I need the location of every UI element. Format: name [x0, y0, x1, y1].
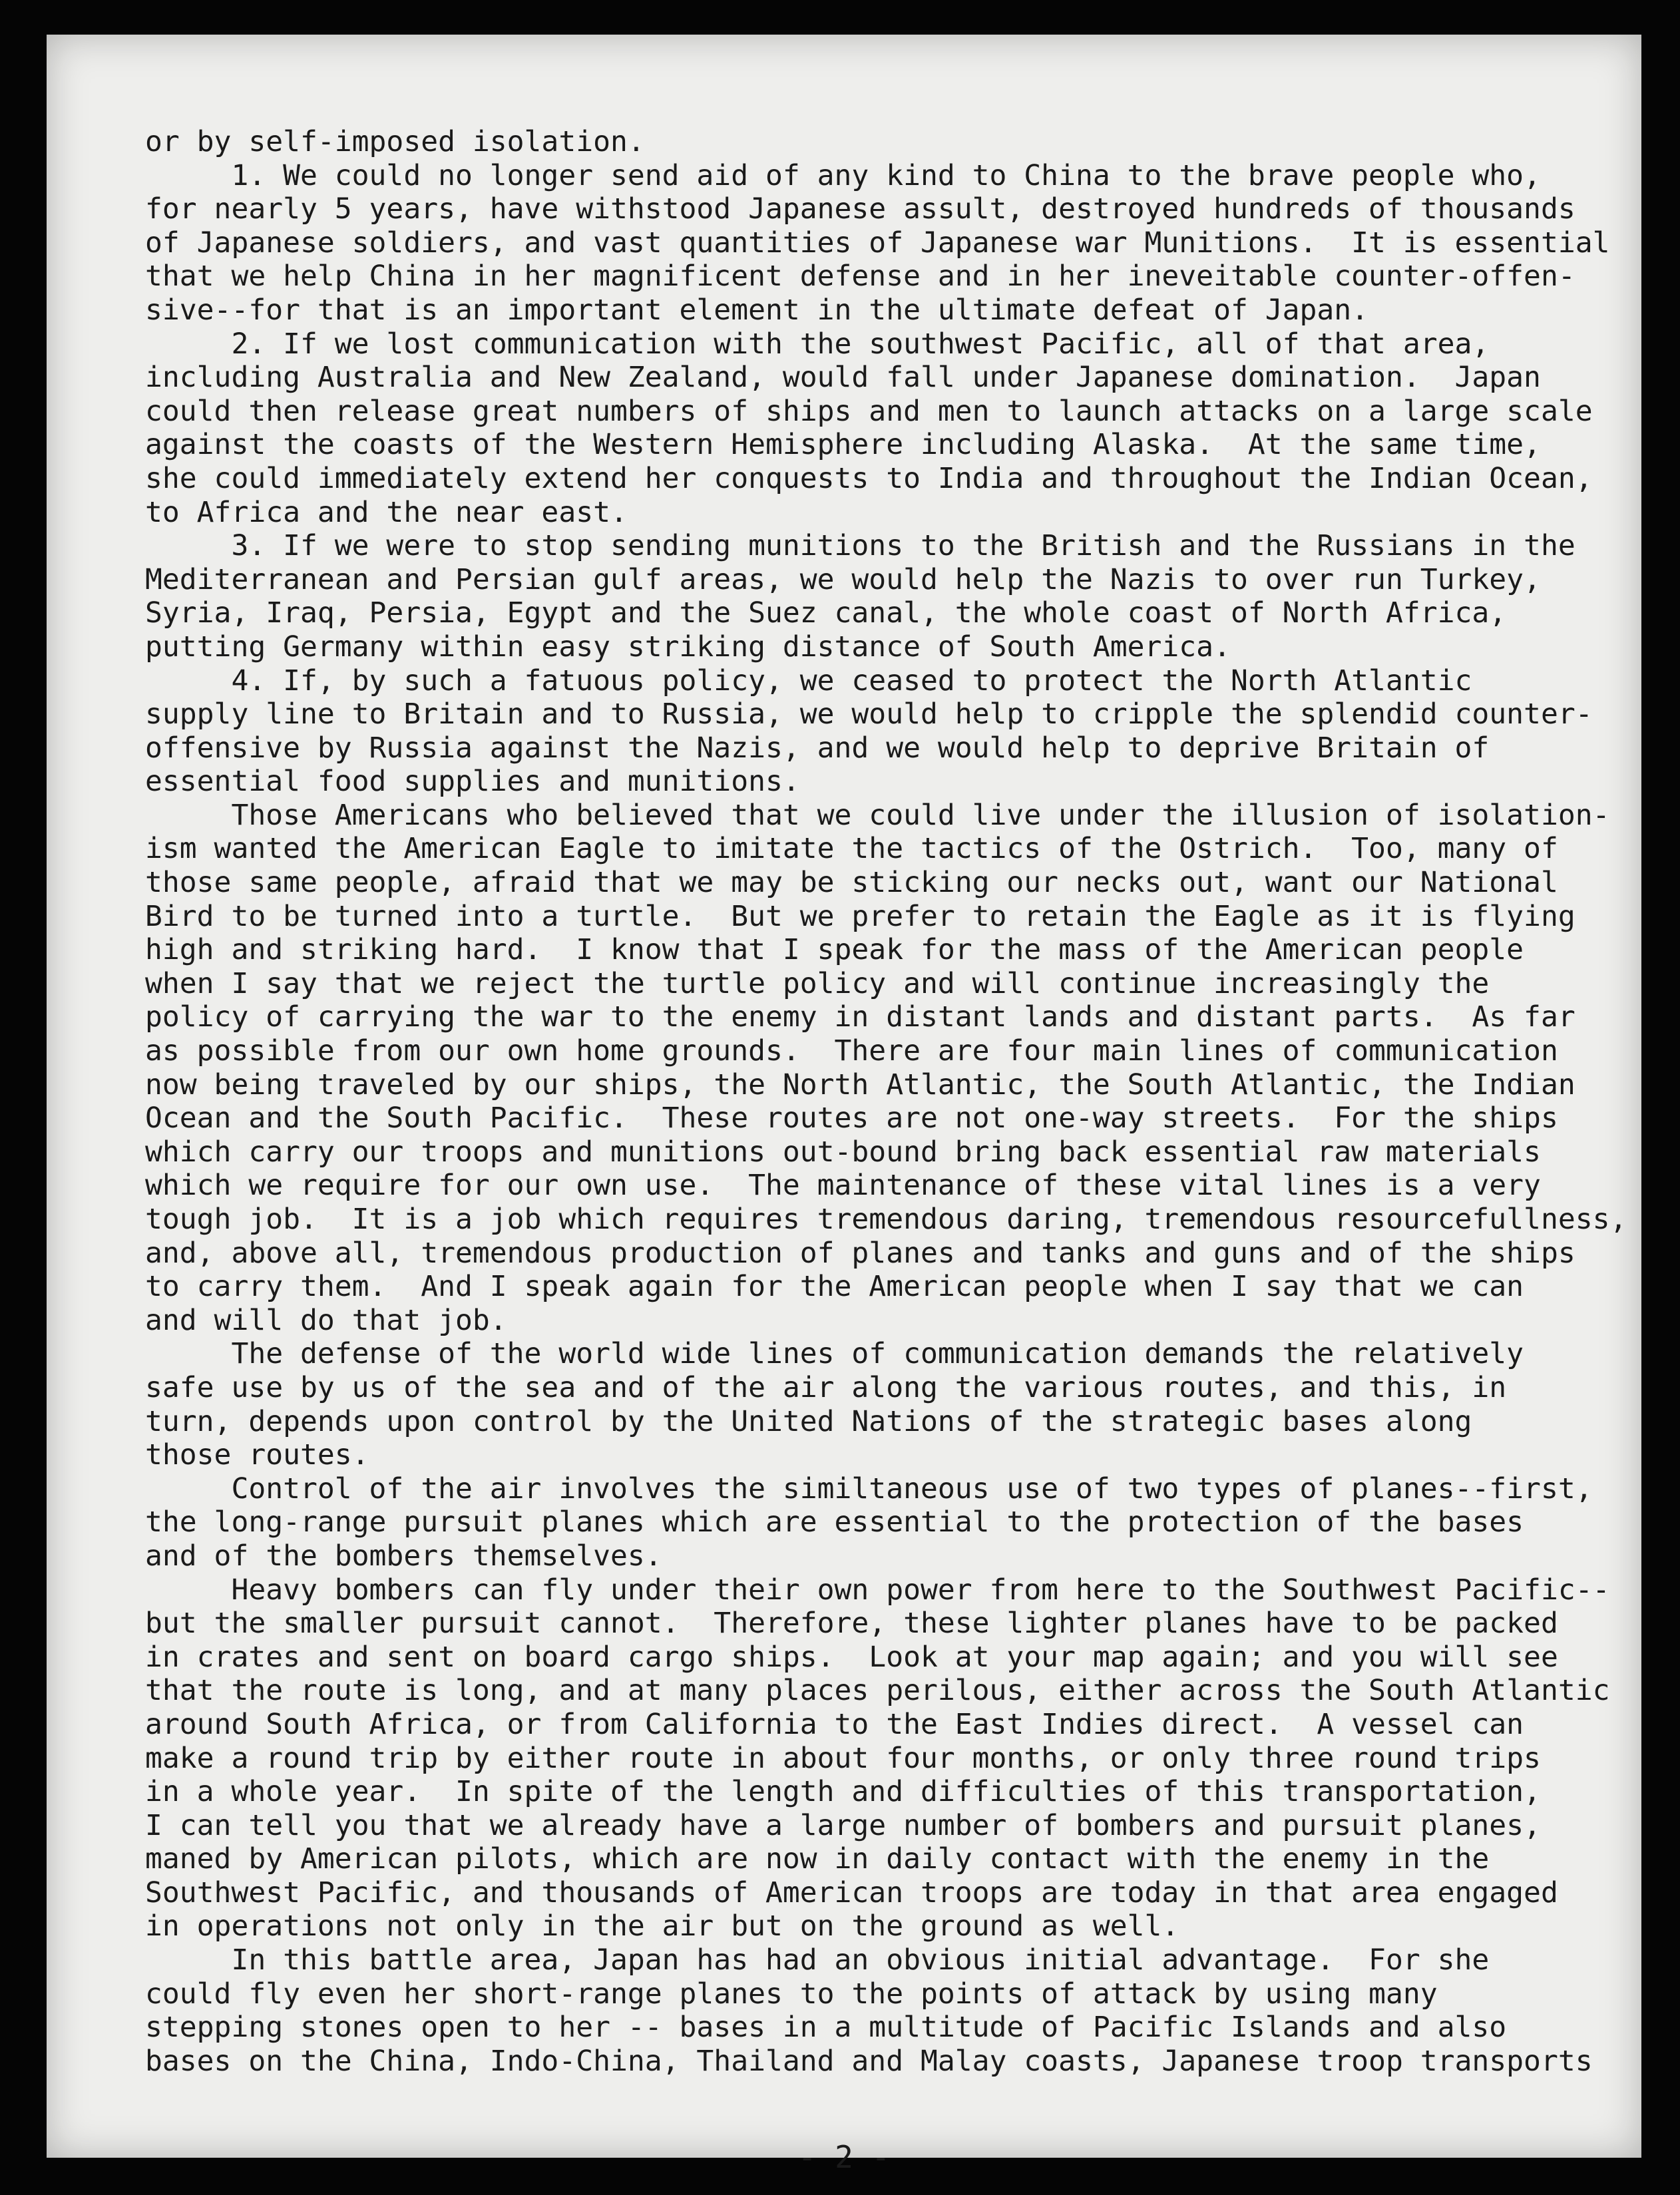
text-line: to Africa and the near east.	[145, 495, 628, 529]
text-line: offensive by Russia against the Nazis, and we would help to deprive Britain of	[145, 731, 1490, 765]
text-line: could fly even her short-range planes to the points of attack by using many	[145, 1977, 1438, 2011]
text-line: Syria, Iraq, Persia, Egypt and the Suez canal, the whole coast of North Africa,	[145, 596, 1507, 630]
text-line: which we require for our own use. The maintenance of these vital lines is a very	[145, 1169, 1541, 1203]
text-line: in a whole year. In spite of the length and difficulties of this transportation,	[145, 1775, 1541, 1809]
text-line: tough job. It is a job which requires tremendous daring, tremendous resourcefullness,	[145, 1203, 1627, 1236]
text-line: maned by American pilots, which are now in daily contact with the enemy in the	[145, 1842, 1490, 1876]
text-line: of Japanese soldiers, and vast quantities of Japanese war Munitions. It is essential	[145, 226, 1610, 260]
text-line: in operations not only in the air but on the ground as well.	[145, 1909, 1179, 1943]
text-line: the long-range pursuit planes which are essential to the protection of the bases	[145, 1505, 1524, 1539]
text-line: high and striking hard. I know that I speak for the mass of the American people	[145, 933, 1524, 967]
text-line: sive--for that is an important element in the ultimate defeat of Japan.	[145, 293, 1369, 327]
text-line: ism wanted the American Eagle to imitate the tactics of the Ostrich. Too, many of	[145, 832, 1558, 866]
text-line: that the route is long, and at many places perilous, either across the South Atlantic	[145, 1674, 1610, 1708]
text-line: I can tell you that we already have a large number of bombers and pursuit planes,	[145, 1808, 1541, 1842]
text-line: make a round trip by either route in about four months, or only three round trips	[145, 1741, 1541, 1775]
text-line: stepping stones open to her -- bases in a multitude of Pacific Islands and also	[145, 2011, 1507, 2045]
text-line: but the smaller pursuit cannot. Therefore, these lighter planes have to be packed	[145, 1607, 1558, 1641]
text-line: against the coasts of the Western Hemisphere including Alaska. At the same time,	[145, 428, 1541, 462]
text-line: and, above all, tremendous production of planes and tanks and guns and of the ships	[145, 1236, 1575, 1270]
text-line: supply line to Britain and to Russia, we would help to cripple the splendid counter-	[145, 698, 1593, 731]
text-line: and of the bombers themselves.	[145, 1539, 662, 1573]
text-line: In this battle area, Japan has had an obvious initial advantage. For she	[145, 1943, 1490, 1977]
text-line: those same people, afraid that we may be sticking our necks out, want our National	[145, 866, 1558, 900]
text-line: 4. If, by such a fatuous policy, we ceased to protect the North Atlantic	[145, 664, 1472, 698]
text-line: bases on the China, Indo-China, Thailand and Malay coasts, Japanese troop transports	[145, 2044, 1593, 2078]
text-line: when I say that we reject the turtle policy and will continue increasingly the	[145, 966, 1490, 1000]
text-line: 2. If we lost communication with the southwest Pacific, all of that area,	[145, 327, 1490, 361]
text-line: could then release great numbers of ships and men to launch attacks on a large scale	[145, 394, 1593, 428]
text-line: safe use by us of the sea and of the air along the various routes, and this, in	[145, 1370, 1507, 1404]
text-line: Bird to be turned into a turtle. But we prefer to retain the Eagle as it is flying	[145, 899, 1575, 933]
text-line: policy of carrying the war to the enemy in distant lands and distant parts. As far	[145, 1000, 1575, 1034]
text-line: now being traveled by our ships, the North Atlantic, the South Atlantic, the Indian	[145, 1068, 1575, 1101]
text-line: around South Africa, or from California to the East Indies direct. A vessel can	[145, 1707, 1524, 1741]
text-line: that we help China in her magnificent defense and in her ineveitable counter-offen-	[145, 260, 1575, 294]
text-line: 3. If we were to stop sending munitions to the British and the Russians in the	[145, 529, 1575, 563]
page-number: - 2 -	[797, 2139, 891, 2175]
text-line: and will do that job.	[145, 1303, 507, 1337]
text-line: including Australia and New Zealand, would fall under Japanese domination. Japan	[145, 361, 1541, 395]
text-line: turn, depends upon control by the United Nations of the strategic bases along	[145, 1404, 1472, 1438]
text-line: she could immediately extend her conquests to India and throughout the Indian Ocean,	[145, 461, 1593, 495]
text-line: The defense of the world wide lines of communication demands the relatively	[145, 1337, 1524, 1371]
text-line: Ocean and the South Pacific. These routes are not one-way streets. For the ships	[145, 1101, 1558, 1135]
document-page	[47, 35, 1641, 2175]
text-line: putting Germany within easy striking distance of South America.	[145, 630, 1231, 664]
text-line: Mediterranean and Persian gulf areas, we would help the Nazis to over run Turkey,	[145, 562, 1541, 596]
text-line: which carry our troops and munitions out-bound bring back essential raw materials	[145, 1135, 1541, 1169]
text-line: for nearly 5 years, have withstood Japanese assult, destroyed hundreds of thousands	[145, 192, 1575, 226]
text-line: Those Americans who believed that we could live under the illusion of isolation-	[145, 798, 1610, 832]
text-line: essential food supplies and munitions.	[145, 765, 800, 799]
text-line: Southwest Pacific, and thousands of American troops are today in that area engaged	[145, 1876, 1558, 1909]
text-line: in crates and sent on board cargo ships. Look at your map again; and you will see	[145, 1640, 1558, 1674]
text-line: Heavy bombers can fly under their own power from here to the Southwest Pacific--	[145, 1573, 1610, 1607]
text-line: as possible from our own home grounds. There are four main lines of communication	[145, 1034, 1558, 1068]
body-text	[145, 125, 1636, 2078]
text-line: or by self-imposed isolation.	[145, 125, 645, 158]
text-line: 1. We could no longer send aid of any kind to China to the brave people who,	[145, 158, 1541, 192]
text-line: those routes.	[145, 1438, 369, 1472]
text-line: to carry them. And I speak again for the American people when I say that we can	[145, 1270, 1524, 1304]
text-line: Control of the air involves the similtaneous use of two types of planes--first,	[145, 1472, 1593, 1505]
